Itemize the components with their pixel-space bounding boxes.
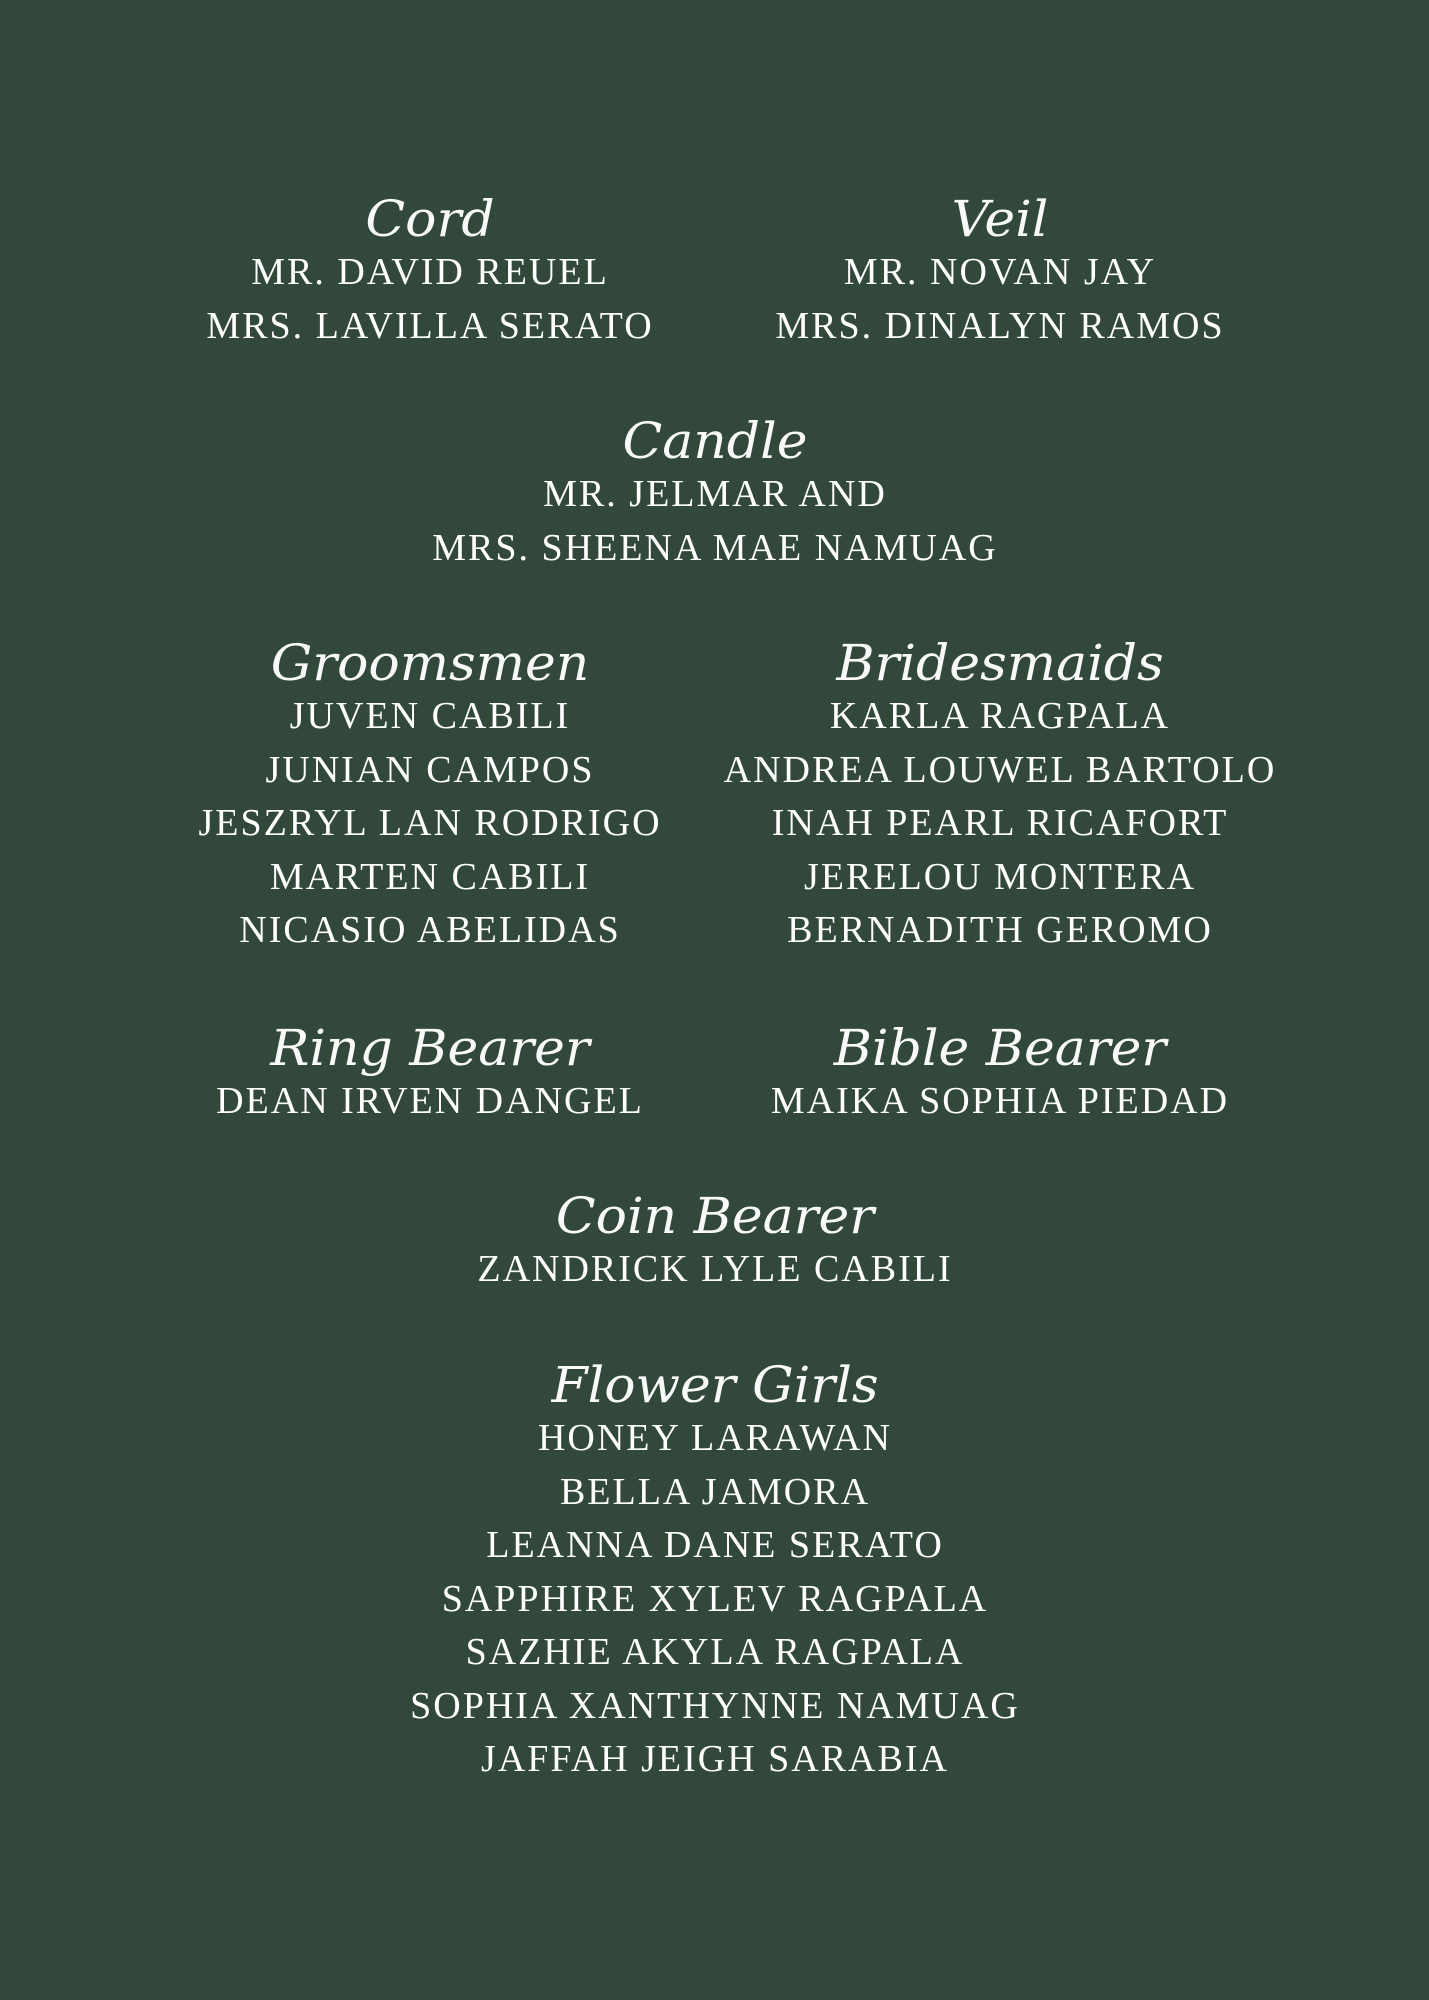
coin-bearer-name-list	[415, 1243, 1015, 1297]
bridesmaid-name: BERNADITH GEROMO	[787, 909, 1213, 951]
ring-bearer-name: DEAN IRVEN DANGEL	[216, 1080, 644, 1122]
flower-girl-name: BELLA JAMORA	[559, 1470, 871, 1513]
candle-name: MRS. SHEENA MAE NAMUAG	[432, 526, 998, 569]
flower-girl-name: SAPPHIRE XYLEV RAGPALA	[441, 1577, 989, 1620]
candle-name-list	[365, 468, 1065, 575]
groomsman-name: NICASIO ABELIDAS	[239, 909, 621, 951]
ring-bearer-section	[190, 1020, 670, 1129]
bridesmaids-section	[720, 635, 1280, 958]
flower-girl-name: SAZHIE AKYLA RAGPALA	[465, 1631, 965, 1673]
flower-girl-name: JAFFAH JEIGH SARABIA	[481, 1738, 949, 1780]
coin-bearer-heading: Coin Bearer	[555, 1188, 875, 1246]
bible-bearer-heading: Bible Bearer	[833, 1020, 1167, 1078]
veil-name: MRS. DINALYN RAMOS	[775, 304, 1225, 347]
flower-girls-name-list	[365, 1412, 1065, 1787]
groomsmen-heading: Groomsmen	[270, 635, 590, 693]
bridesmaid-name: KARLA RAGPALA	[829, 695, 1171, 737]
bible-bearer-section	[760, 1020, 1240, 1129]
groomsmen-section	[180, 635, 680, 958]
groomsmen-name-list	[180, 690, 680, 958]
bridesmaid-name: ANDREA LOUWEL BARTOLO	[723, 748, 1277, 791]
veil-heading: Veil	[951, 191, 1049, 249]
cord-name-list	[190, 246, 670, 353]
bridesmaid-name: INAH PEARL RICAFORT	[771, 802, 1229, 844]
candle-heading: Candle	[622, 413, 808, 471]
cord-name: MR. DAVID REUEL	[251, 251, 609, 293]
groomsman-name: JUNIAN CAMPOS	[265, 748, 595, 791]
coin-bearer-name: ZANDRICK LYLE CABILI	[477, 1248, 953, 1290]
groomsman-name: JUVEN CABILI	[289, 695, 571, 737]
coin-bearer-section	[415, 1188, 1015, 1297]
candle-section	[365, 413, 1065, 575]
veil-name-list	[760, 246, 1240, 353]
bible-bearer-name-list	[760, 1075, 1240, 1129]
groomsman-name: MARTEN CABILI	[269, 855, 591, 898]
candle-name: MR. JELMAR AND	[543, 473, 887, 515]
flower-girl-name: HONEY LARAWAN	[537, 1417, 892, 1459]
bridesmaid-name: JERELOU MONTERA	[803, 855, 1197, 898]
flower-girl-name: LEANNA DANE SERATO	[486, 1524, 944, 1566]
bridesmaids-heading: Bridesmaids	[836, 635, 1164, 693]
flower-girl-name: SOPHIA XANTHYNNE NAMUAG	[410, 1684, 1020, 1727]
ring-bearer-name-list	[190, 1075, 670, 1129]
cord-heading: Cord	[365, 191, 495, 249]
flower-girls-heading: Flower Girls	[551, 1357, 879, 1415]
flower-girls-section	[365, 1357, 1065, 1787]
veil-name: MR. NOVAN JAY	[843, 251, 1157, 293]
bridesmaids-name-list	[720, 690, 1280, 958]
groomsman-name: JESZRYL LAN RODRIGO	[198, 802, 662, 844]
cord-name: MRS. LAVILLA SERATO	[206, 304, 654, 347]
bible-bearer-name: MAIKA SOPHIA PIEDAD	[770, 1080, 1230, 1122]
cord-section	[190, 191, 670, 353]
veil-section	[760, 191, 1240, 353]
ring-bearer-heading: Ring Bearer	[270, 1020, 590, 1078]
